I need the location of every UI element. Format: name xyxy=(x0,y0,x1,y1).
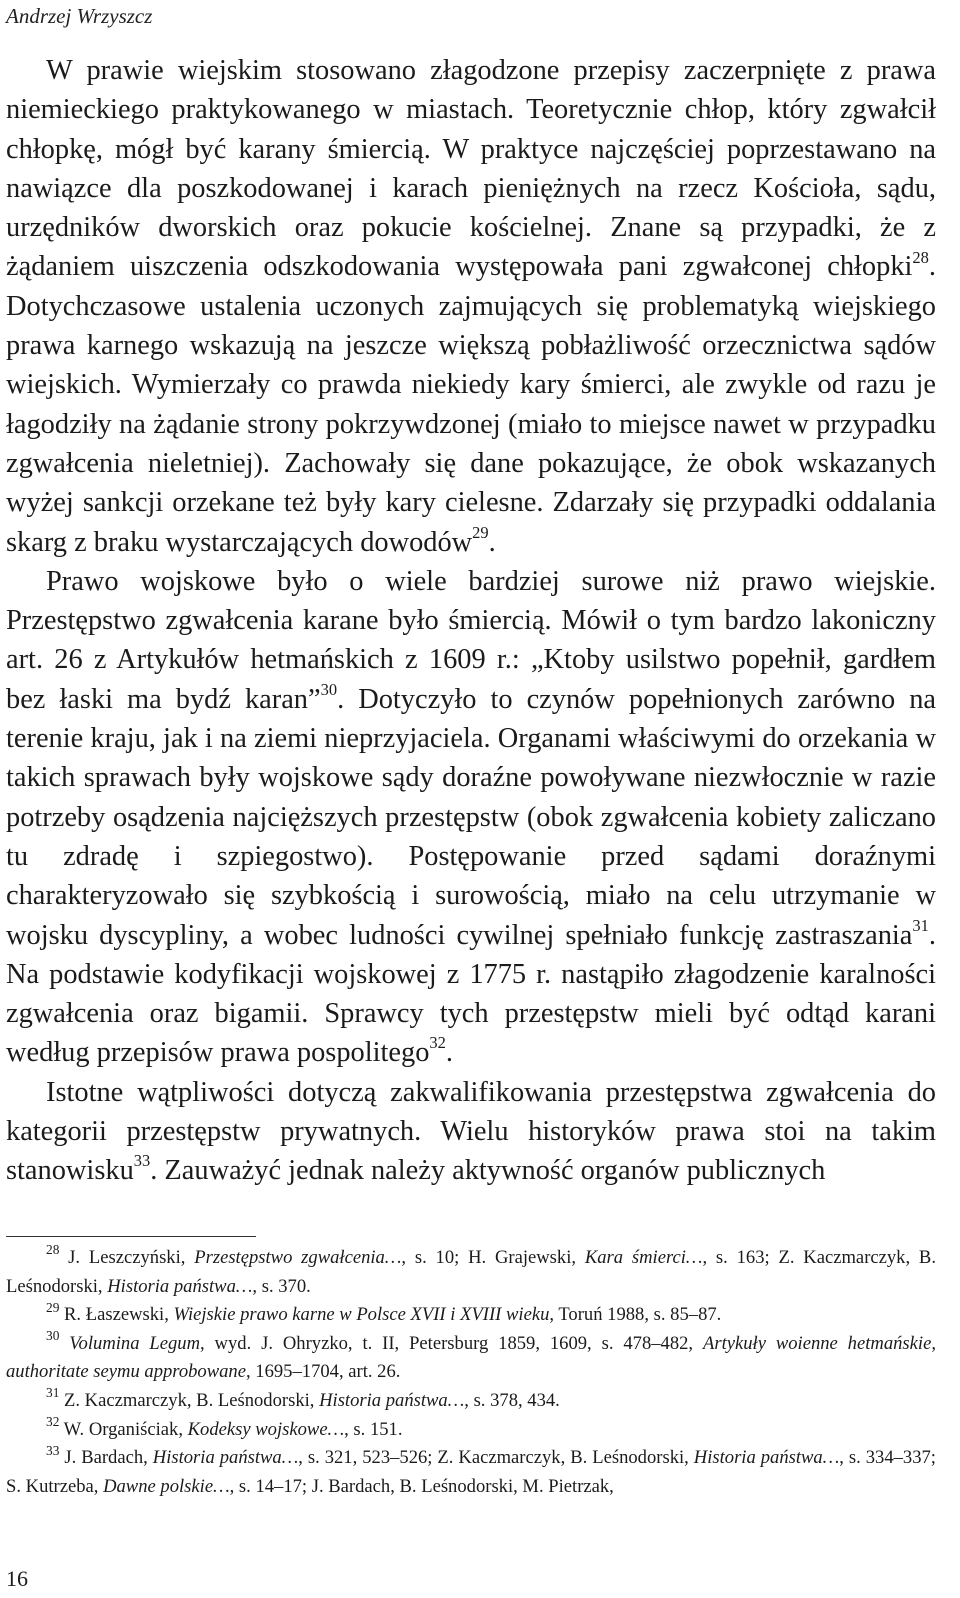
footnote-ref-31[interactable]: 31 xyxy=(912,915,929,935)
footnote-title: Historia państwa… xyxy=(107,1275,253,1297)
footnote-text: W. Organiściak, xyxy=(59,1418,188,1440)
page-number: 16 xyxy=(6,1566,28,1591)
footnote-ref-28[interactable]: 28 xyxy=(912,247,929,267)
text-run: . Zauważyć jednak należy aktywność organów publicznych xyxy=(150,1155,826,1187)
footnote-number: 33 xyxy=(46,1442,60,1458)
paragraph-rural-law xyxy=(6,51,936,562)
text-run: . Dotychczasowe ustalenia uczonych zajmujących się problematyką wiejskiego prawa karnego wskazują na jeszcze większą pobłażliwość orzecznictwa sądów wiejskich. Wymierzały co prawda niekiedy kary śmierci, ale zwykle od razu je łagodziły na żądanie strony pokrzywdzonej (miało to miejsce nawet w przypadku zgwałcenia nieletniej). Zachowały się dane pokazujące, że obok wskazanych wyżej sankcji orzekane też były kary cielesne. Zdarzały się przypadki oddalania skarg z braku wystarczających dowodów xyxy=(6,251,936,558)
text-run: . xyxy=(445,1037,453,1069)
footnote-text: Z. Kaczmarczyk, B. Leśnodorski, xyxy=(59,1389,320,1411)
footnote-30 xyxy=(6,1330,936,1387)
footnote-title: Artykuły woienne hetmańskie, authoritate seymu approbowane xyxy=(6,1332,936,1383)
footnote-title: Historia państwa… xyxy=(319,1389,465,1411)
footnote-number: 28 xyxy=(46,1242,60,1258)
footnote-number: 32 xyxy=(46,1414,60,1430)
footnote-text: , s. 14–17; J. Bardach, B. Leśnodorski, M. Pietrzak, xyxy=(229,1475,614,1497)
footnote-title: Przestępstwo zgwałcenia… xyxy=(194,1247,402,1268)
footnote-text: R. Łaszewski, xyxy=(59,1304,174,1326)
footnote-title: Kara śmierci… xyxy=(584,1247,703,1268)
footnote-number: 29 xyxy=(46,1299,60,1315)
footnotes xyxy=(6,1244,936,1501)
footnote-text: , s. 378, 434. xyxy=(464,1389,560,1411)
footnote-31 xyxy=(6,1387,936,1416)
text-run: . Na podstawie kodyfikacji wojskowej z 1775 r. nastąpiło złagodzenie karalności zgwałcenia oraz bigamii. Sprawcy tych przestępstw mieli być odtąd karani według przepisów prawa pospolitego xyxy=(6,919,936,1069)
text-run: W prawie wiejskim stosowano złagodzone przepisy zaczerpnięte z prawa niemieckiego praktykowanego w miastach. Teoretycznie chłop, który zgwałcił chłopkę, mógł być karany śmiercią. W praktyce najczęściej poprzestawano na nawiązce dla poszkodowanej i karach pieniężnych na rzecz Kościoła, sądu, urzędników dworskich oraz pokucie kościelnej. Znane są przypadki, że z żądaniem uiszczenia odszkodowania występowała pani zgwałconej chłopki xyxy=(6,55,936,283)
footnote-title: Wiejskie prawo karne w Polsce XVII i XVIII wieku xyxy=(173,1304,550,1326)
text-run: . xyxy=(488,526,496,558)
footnote-title: Historia państwa… xyxy=(152,1447,299,1469)
footnote-ref-33[interactable]: 33 xyxy=(133,1151,151,1171)
footnote-text: , Toruń 1988, s. 85–87. xyxy=(549,1304,722,1326)
footnote-text: J. Leszczyński, xyxy=(59,1247,195,1268)
running-head-author: Andrzej Wrzyszcz xyxy=(6,4,153,28)
footnote-title: Kodeksy wojskowe… xyxy=(187,1418,345,1440)
footnote-text: J. Bardach, xyxy=(59,1447,153,1469)
footnote-33 xyxy=(6,1444,936,1501)
text-run: Prawo wojskowe było o wiele bardziej surowe niż prawo wiejskie. Przestępstwo zgwałcenia karane było śmiercią. Mówił o tym bardzo lakoniczny art. 26 z Artykułów hetmańskich z 1609 r.: „Ktoby usilstwo popełnił, gardłem bez łaski ma bydź karan” xyxy=(6,565,936,715)
footnote-text: , s. 370. xyxy=(252,1275,311,1297)
text-run: . Dotyczyło to czynów popełnionych zarówno na terenie kraju, jak i na ziemi nieprzyjaciela. Organami właściwymi do orzekania w takich sprawach były wojskowe sądy doraźne powoływane niezwłocznie w razie potrzeby osądzenia najcięższych przestępstw (obok zgwałcenia kobiety zaliczano tu zdradę i szpiegostwo). Postępowanie przed sądami doraźnymi charakteryzowało się szybkością i surowością, miało na celu utrzymanie w wojsku dyscypliny, a wobec ludności cywilnej spełniało funkcję zastraszania xyxy=(6,683,936,951)
paragraph-private-crimes xyxy=(6,1073,936,1191)
paragraph-military-law xyxy=(6,562,936,1073)
footnote-text: , s. 151. xyxy=(344,1418,403,1440)
footnote-text: , s. 321, 523–526; Z. Kaczmarczyk, B. Leśnodorski, xyxy=(298,1447,694,1469)
footnote-title: Historia państwa… xyxy=(693,1447,840,1469)
text-run: Istotne wątpliwości dotyczą zakwalifikowania przestępstwa zgwałcenia do kategorii przestępstw prywatnych. Wielu historyków prawa stoi na takim stanowisku xyxy=(6,1076,936,1187)
footnote-text: , s. 10; H. Grajewski, xyxy=(401,1247,585,1268)
footnote-text: , s. 163; Z. Kaczmarczyk, B. Leśnodorski, xyxy=(6,1247,936,1297)
footnote-ref-29[interactable]: 29 xyxy=(472,522,489,542)
footnote-number: 31 xyxy=(46,1385,60,1401)
footnote-number: 30 xyxy=(46,1328,60,1344)
footnote-text: , 1695–1704, art. 26. xyxy=(245,1361,401,1383)
footnote-ref-32[interactable]: 32 xyxy=(429,1033,446,1053)
footnote-separator xyxy=(6,1236,256,1237)
footnote-text: , s. 334–337; S. Kutrzeba, xyxy=(6,1447,936,1497)
footnote-ref-30[interactable]: 30 xyxy=(320,679,338,699)
footnote-28 xyxy=(6,1244,936,1301)
footnote-title: Volumina Legum xyxy=(69,1332,201,1354)
footnote-32 xyxy=(6,1416,936,1445)
footnote-title: Dawne polskie… xyxy=(103,1475,230,1497)
footnote-29 xyxy=(6,1301,936,1330)
footnote-text: , wyd. J. Ohryzko, t. II, Petersburg 1859, 1609, s. 478–482, xyxy=(200,1332,703,1354)
main-text xyxy=(6,51,936,1191)
